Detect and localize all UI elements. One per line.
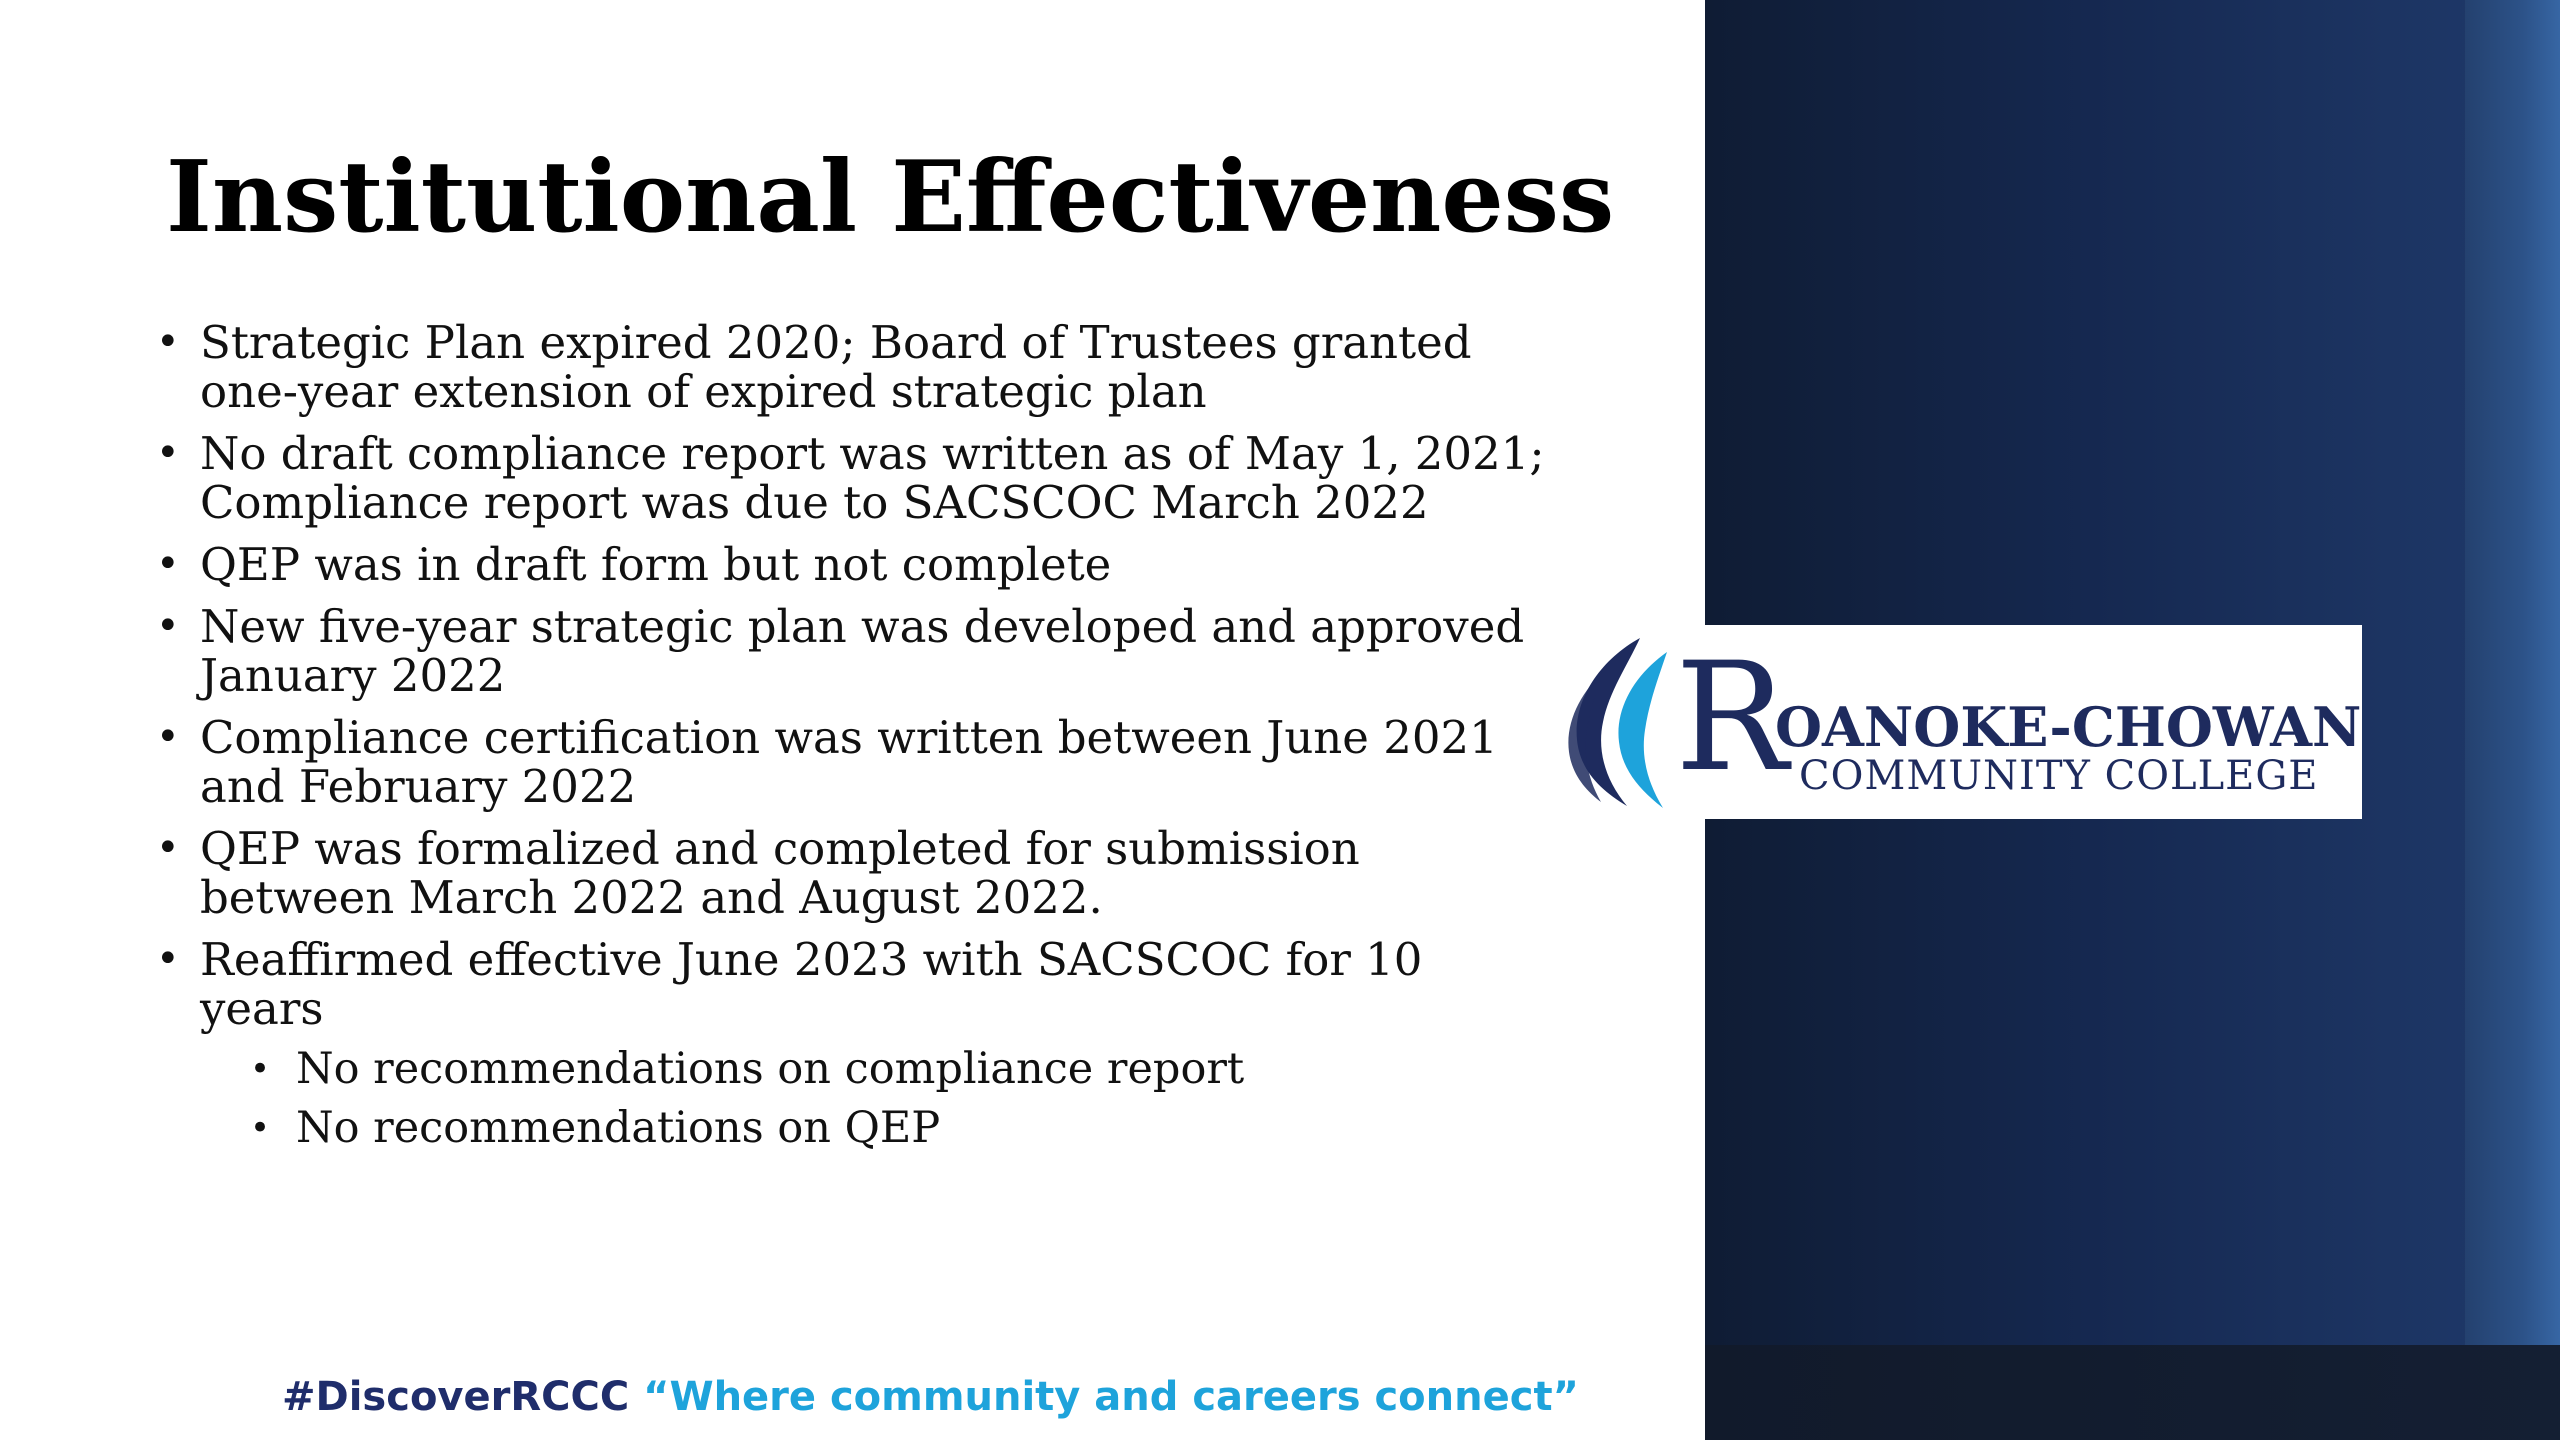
bullet-text: Compliance certification was written between June 2021 and February 2022 <box>200 711 1498 813</box>
bullet-dot-icon: • <box>156 825 180 871</box>
bullet-dot-icon: • <box>156 714 180 760</box>
bullet-item <box>150 540 1550 589</box>
bullet-item <box>150 429 1550 527</box>
bullet-dot-icon: • <box>156 603 180 649</box>
bullet-dot-icon: • <box>156 541 180 587</box>
bullet-dot-icon: • <box>250 1049 271 1089</box>
sub-bullet-text: No recommendations on compliance report <box>296 1044 1245 1094</box>
bullet-item <box>150 935 1550 1153</box>
bullet-text: Reaffirmed effective June 2023 with SACSCOC for 10 years <box>200 933 1423 1035</box>
logo-initial: R <box>1675 631 1788 805</box>
bullet-list <box>150 318 1550 1166</box>
bullet-dot-icon: • <box>156 319 180 365</box>
panel-bottom-band <box>1705 1345 2560 1440</box>
bullet-dot-icon: • <box>250 1108 271 1148</box>
bullet-item <box>150 602 1550 700</box>
logo-name-line1: OANOKE-CHOWAN <box>1775 695 2362 759</box>
flame-swoosh-icon <box>1545 630 1685 810</box>
sub-bullet-item <box>246 1045 1550 1094</box>
bullet-item <box>150 713 1550 811</box>
bullet-item <box>150 318 1550 416</box>
bullet-dot-icon: • <box>156 430 180 476</box>
footer-hashtag: #DiscoverRCCC <box>282 1374 630 1420</box>
slide-title: Institutional Effectiveness <box>166 140 1615 255</box>
bullet-item <box>150 824 1550 922</box>
logo-name-line2: COMMUNITY COLLEGE <box>1799 753 2319 799</box>
panel-edge-gradient <box>2465 0 2560 1345</box>
bullet-dot-icon: • <box>156 936 180 982</box>
footer-quote: “Where community and careers connect” <box>629 1374 1579 1420</box>
bullet-text: QEP was formalized and completed for submission between March 2022 and August 2022. <box>200 822 1360 924</box>
bullet-text: New five-year strategic plan was developed and approved January 2022 <box>200 600 1525 702</box>
bullet-text: Strategic Plan expired 2020; Board of Trustees granted one-year extension of expired strategic plan <box>200 316 1472 418</box>
sub-bullet-item <box>246 1104 1550 1153</box>
college-logo <box>1535 625 2362 819</box>
sub-bullet-list <box>200 1045 1550 1153</box>
sub-bullet-text: No recommendations on QEP <box>296 1103 941 1153</box>
bullet-text: No draft compliance report was written as of May 1, 2021; Compliance report was due to SACSCOC March 2022 <box>200 427 1545 529</box>
footer-tagline <box>282 1372 1582 1422</box>
bullet-text: QEP was in draft form but not complete <box>200 538 1112 591</box>
